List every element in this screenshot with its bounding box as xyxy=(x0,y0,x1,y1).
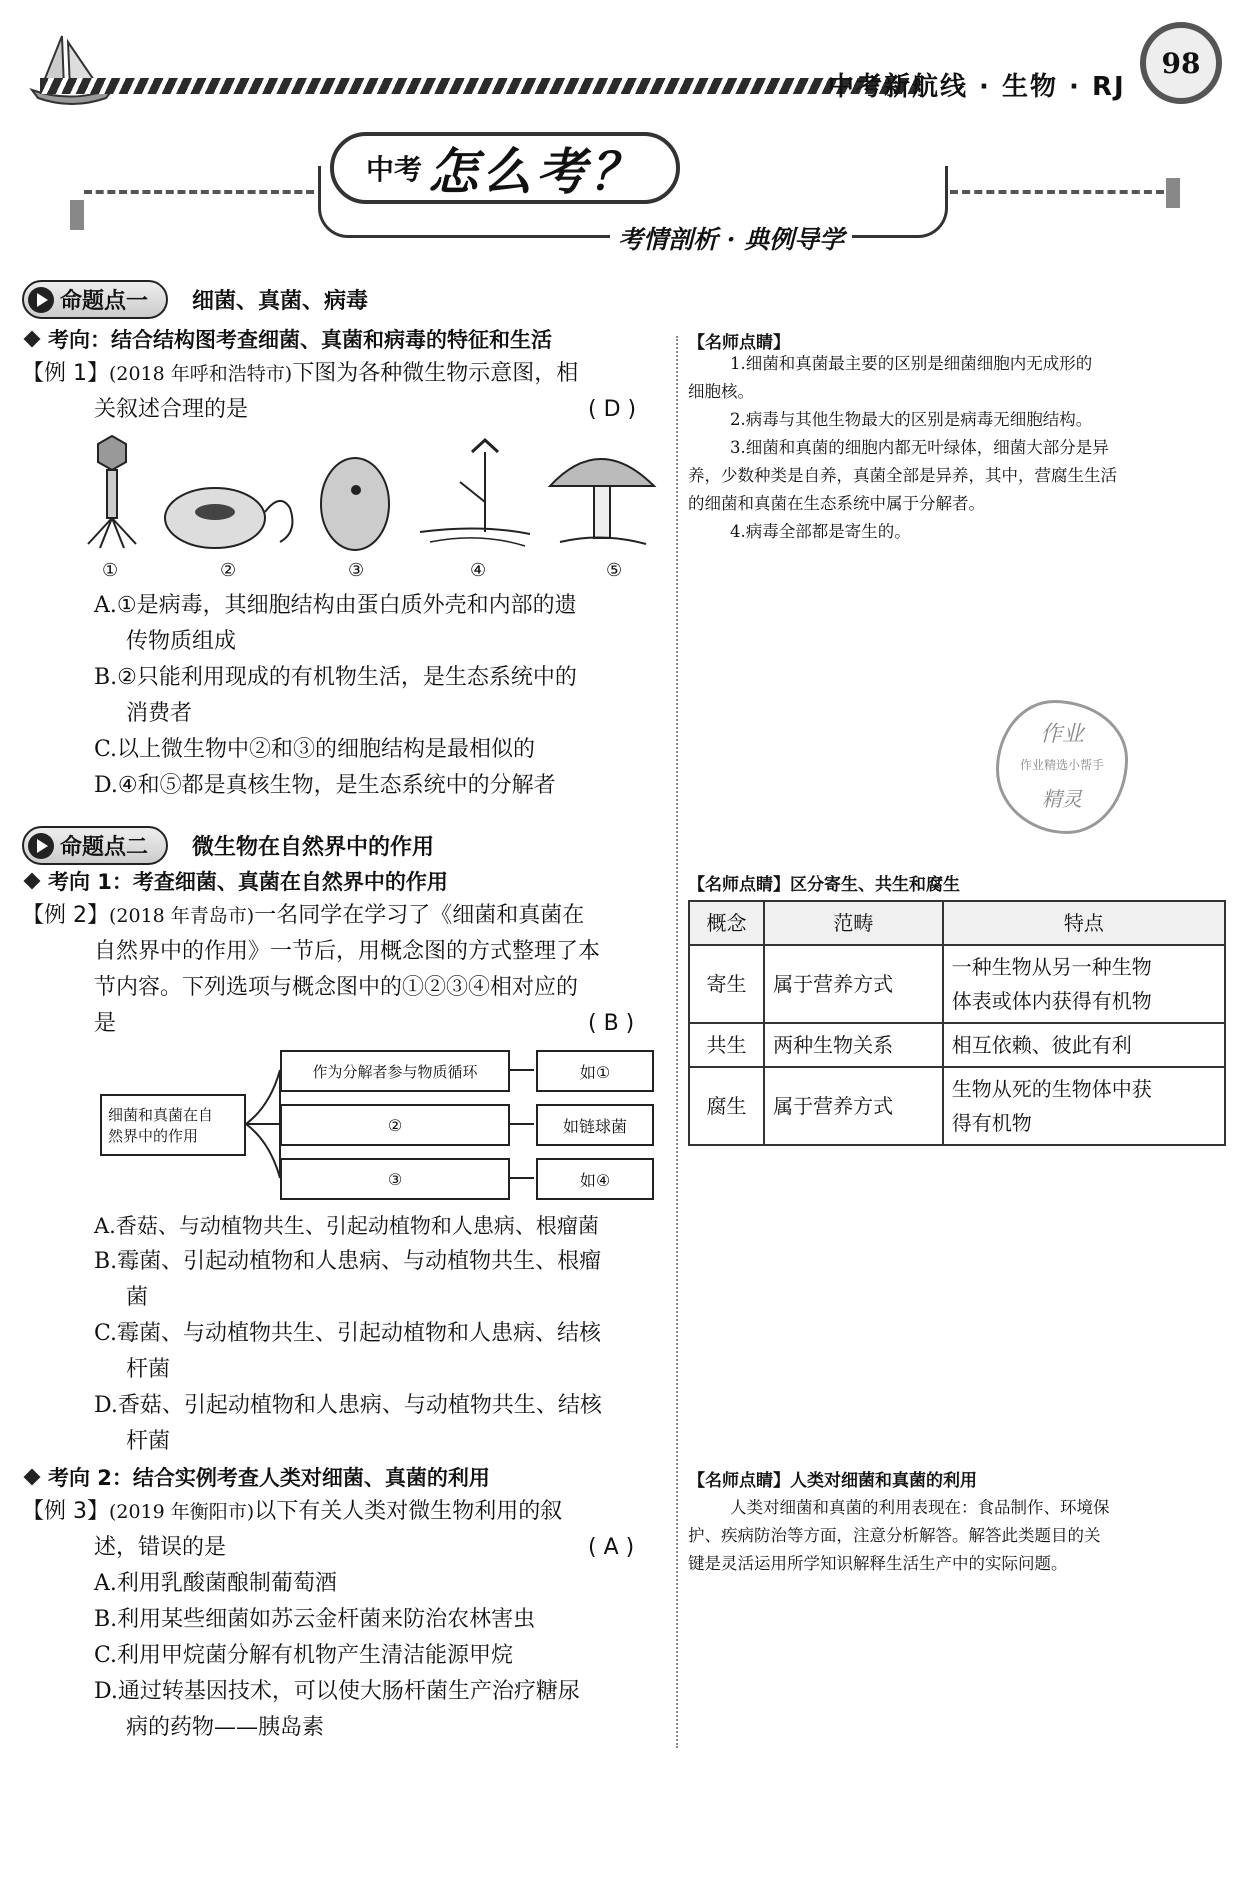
example2-answer: ( B ) xyxy=(588,1011,635,1036)
example2-option-b: B.霉菌、引起动植物和人患病、与动植物共生、根瘤 菌 xyxy=(94,1249,602,1310)
diamond-bullet-icon xyxy=(24,873,41,890)
example2-option-c: C.霉菌、与动植物共生、引起动植物和人患病、结核 杆菌 xyxy=(94,1321,602,1382)
diagram-right-box-3: 如④ xyxy=(536,1158,654,1200)
banner-left-bar xyxy=(70,200,84,230)
diagram-mid-box-1: 作为分解者参与物质循环 xyxy=(280,1050,510,1092)
table-cell-feature: 生物从死的生物体中获 得有机物 xyxy=(943,1067,1225,1145)
section2-direction1: 考向 1：考查细菌、真菌在自然界中的作用 xyxy=(22,866,448,896)
example2-stem-4: 是 xyxy=(94,1011,117,1036)
yeast-illustration xyxy=(321,458,389,550)
example1-answer: ( D ) xyxy=(588,397,637,422)
figure-label-3: ③ xyxy=(348,560,365,581)
diagram-root-box: 细菌和真菌在自 然界中的作用 xyxy=(100,1094,246,1156)
table-header-concept: 概念 xyxy=(689,901,764,945)
figure-label-2: ② xyxy=(220,560,237,581)
play-icon xyxy=(28,833,54,859)
concept-table xyxy=(688,900,1226,1146)
example3-option-a: A.利用乳酸菌酿制葡萄酒 xyxy=(94,1571,337,1596)
example3-option-c: C.利用甲烷菌分解有机物产生清洁能源甲烷 xyxy=(94,1643,514,1668)
diamond-bullet-icon xyxy=(24,1469,41,1486)
table-cell-concept: 寄生 xyxy=(689,945,764,1023)
figure-label-5: ⑤ xyxy=(606,560,623,581)
table-cell-category: 两种生物关系 xyxy=(764,1023,943,1067)
table-cell-concept: 腐生 xyxy=(689,1067,764,1145)
example1-option-b: B.②只能利用现成的有机物生活，是生态系统中的 消费者 xyxy=(94,665,577,726)
example2-stem: 【例 2】(2018 年青岛市)一名同学在学习了《细菌和真菌在 xyxy=(22,903,585,928)
example3-stem-2: 述，错误的是 xyxy=(94,1535,227,1560)
example3-option-b: B.利用某些细菌如苏云金杆菌来防治农林害虫 xyxy=(94,1607,536,1632)
banner-right-bar xyxy=(1166,178,1180,208)
table-header-feature: 特点 xyxy=(943,901,1225,945)
table-cell-category: 属于营养方式 xyxy=(764,945,943,1023)
virus-bacteriophage-illustration xyxy=(88,436,136,548)
example1-stem: 【例 1】(2018 年呼和浩特市)下图为各种微生物示意图，相 xyxy=(22,361,579,386)
table-cell-category: 属于营养方式 xyxy=(764,1067,943,1145)
table-row xyxy=(689,945,1225,1023)
table-header-category: 范畴 xyxy=(764,901,943,945)
column-divider xyxy=(676,336,678,1748)
example1-option-d: D.④和⑤都是真核生物，是生态系统中的分解者 xyxy=(94,773,556,798)
table-header-row xyxy=(689,901,1225,945)
section2-head xyxy=(22,826,434,865)
example3-option-d: D.通过转基因技术，可以使大肠杆菌生产治疗糖尿 病的药物——胰岛素 xyxy=(94,1679,580,1740)
figure-label-1: ① xyxy=(102,560,119,581)
bacterium-illustration xyxy=(165,488,292,548)
banner-title-small: 中考 xyxy=(365,153,422,186)
table-cell-concept: 共生 xyxy=(689,1023,764,1067)
banner-dash-right xyxy=(950,190,1164,194)
example1-option-c: C.以上微生物中②和③的细胞结构是最相似的 xyxy=(94,737,536,762)
diamond-bullet-icon xyxy=(24,331,41,348)
microorganism-figure xyxy=(80,432,670,562)
example2-option-a: A.香菇、与动植物共生、引起动植物和人患病、根瘤菌 xyxy=(94,1214,599,1238)
page-number: 98 xyxy=(1161,46,1201,80)
banner-dash-left xyxy=(84,190,314,194)
mushroom-illustration xyxy=(550,459,654,544)
example3-stem: 【例 3】(2019 年衡阳市)以下有关人类对微生物利用的叙 xyxy=(22,1499,563,1524)
series-title: 中考新航线 · 生物 · RJ xyxy=(828,72,1126,102)
play-icon xyxy=(28,287,54,313)
example2-option-d: D.香菇、引起动植物和人患病、与动植物共生、结核 杆菌 xyxy=(94,1393,602,1454)
header-stripe xyxy=(40,78,920,94)
example2-stem-3: 节内容。下列选项与概念图中的①②③④相对应的 xyxy=(94,975,579,1000)
tip3-body: 人类对细菌和真菌的利用表现在：食品制作、环境保 护、疾病防治等方面，注意分析解答。解答此类题目的关 键是灵活运用所学知识解释生活生产中的实际问题。 xyxy=(688,1498,1110,1573)
section1-direction: 考向：结合结构图考查细菌、真菌和病毒的特征和生活 xyxy=(22,324,552,354)
table-cell-feature: 一种生物从另一种生物 体表或体内获得有机物 xyxy=(943,945,1225,1023)
table-cell-feature: 相互依赖、彼此有利 xyxy=(943,1023,1225,1067)
section1-head xyxy=(22,280,368,319)
banner-subtitle: 考情剖析 · 典例导学 xyxy=(610,220,852,256)
section2-tag: 命题点二 xyxy=(22,826,168,865)
example2-stem-2: 自然界中的作用》一节后，用概念图的方式整理了本 xyxy=(94,939,601,964)
section1-title: 细菌、真菌、病毒 xyxy=(192,289,369,314)
banner-title xyxy=(330,132,680,204)
example1-option-a: A.①是病毒，其细胞结构由蛋白质外壳和内部的遗 传物质组成 xyxy=(94,593,577,654)
figure-label-4: ④ xyxy=(470,560,487,581)
banner-title-big: 怎么考？ xyxy=(428,142,644,201)
sailboat-logo-icon xyxy=(22,28,122,108)
table-row xyxy=(689,1067,1225,1145)
diagram-right-box-2: 如链球菌 xyxy=(536,1104,654,1146)
tip1-title: 【名师点睛】 xyxy=(688,333,790,353)
example3-answer: ( A ) xyxy=(588,1535,635,1560)
tip2-title: 【名师点睛】区分寄生、共生和腐生 xyxy=(688,875,960,895)
mold-illustration xyxy=(420,440,530,546)
diagram-mid-box-3: ③ xyxy=(280,1158,510,1200)
page-number-badge xyxy=(1140,22,1222,104)
table-row xyxy=(689,1023,1225,1067)
homework-stamp: 作业 作业精选小帮手 精灵 xyxy=(996,700,1128,834)
diagram-right-box-1: 如① xyxy=(536,1050,654,1092)
example1-stem-2: 关叙述合理的是 xyxy=(94,397,249,422)
diagram-mid-box-2: ② xyxy=(280,1104,510,1146)
section1-tag: 命题点一 xyxy=(22,280,168,319)
section2-title: 微生物在自然界中的作用 xyxy=(192,835,435,860)
section2-direction2: 考向 2：结合实例考查人类对细菌、真菌的利用 xyxy=(22,1462,490,1492)
tip1-body: 1.细菌和真菌最主要的区别是细菌细胞内无成形的 细胞核。 2.病毒与其他生物最大的区别是病毒无细胞结构。 3.细菌和真菌的细胞内都无叶绿体，细菌大部分是异 养，少数种类是自养，真菌全部是异养，其中，营腐生生活 的细菌和真菌在生态系统中属于分解者。 4.病毒全部都是寄生的。 xyxy=(688,354,1117,541)
tip3-title: 【名师点睛】人类对细菌和真菌的利用 xyxy=(688,1471,977,1491)
